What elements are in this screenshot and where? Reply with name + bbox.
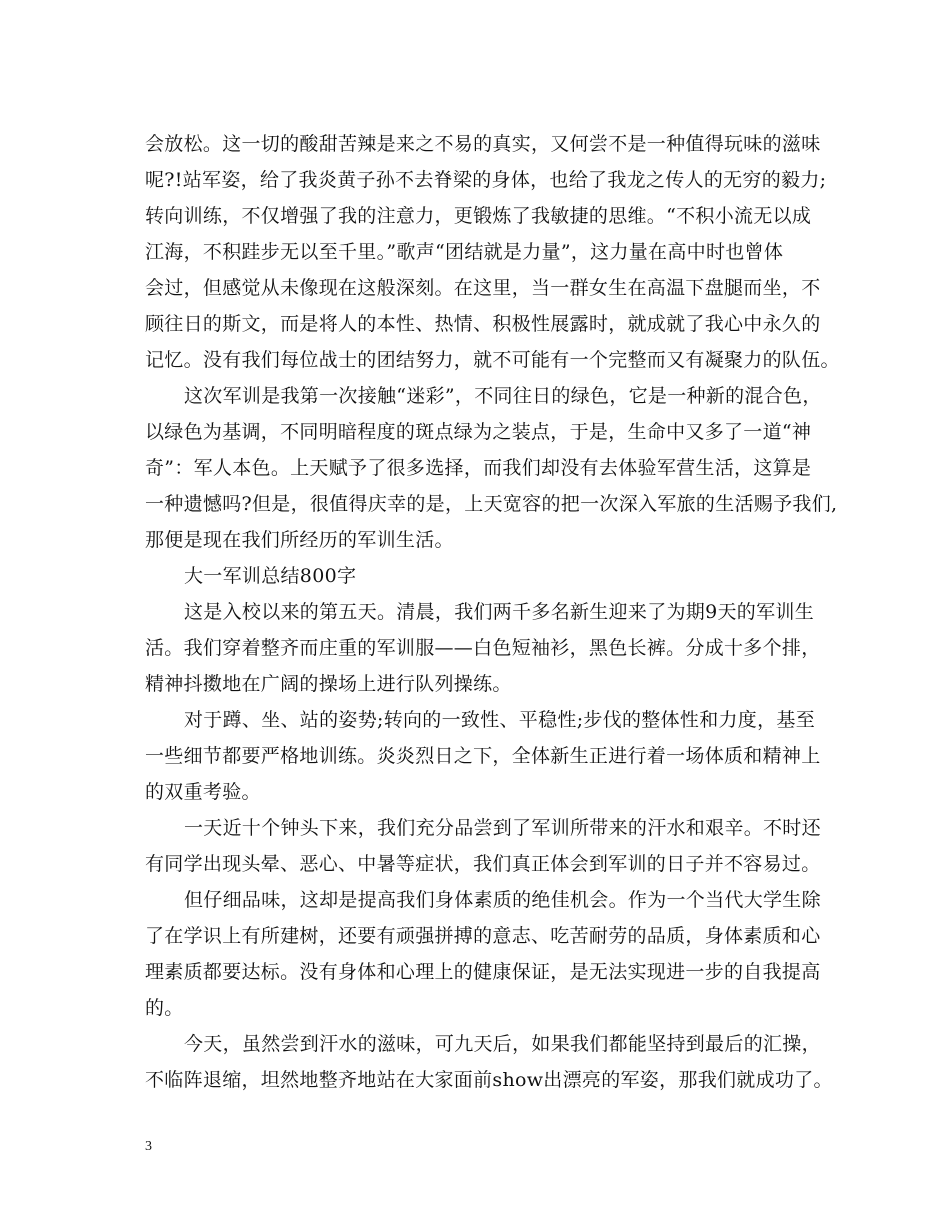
text-line: 活。我们穿着整齐而庄重的军训服——白色短袖衫，黑色长裤。分成十多个排， (145, 637, 821, 659)
text-line: 一些细节都要严格地训练。炎炎烈日之下，全体新生正进行着一场体质和精神上 (145, 745, 821, 767)
text-line: 奇”：军人本色。上天赋予了很多选择，而我们却没有去体验军营生活，这算是 (145, 457, 812, 479)
text-line: 的。 (145, 997, 184, 1019)
text-line: 以绿色为基调，不同明暗程度的斑点绿为之装点，于是，生命中又多了一道“神 (145, 421, 812, 443)
text-line: 转向训练，不仅增强了我的注意力，更锻炼了我敏捷的思维。“不积小流无以成 (145, 205, 812, 227)
paragraph-start-line: 但仔细品味，这却是提高我们身体素质的绝佳机会。作为一个当代大学生除 (184, 889, 821, 911)
paragraph-start-line: 对于蹲、坐、站的姿势;转向的一致性、平稳性;步伐的整体性和力度，基至 (184, 709, 816, 731)
paragraph-start-line: 这次军训是我第一次接触“迷彩”，不同往日的绿色，它是一种新的混合色， (184, 385, 822, 407)
paragraph-start-line: 一天近十个钟头下来，我们充分品尝到了军训所带来的汗水和艰辛。不时还 (184, 817, 821, 839)
text-line: 了在学识上有所建树，还要有顽强拼搏的意志、吃苦耐劳的品质，身体素质和心 (145, 925, 821, 947)
paragraph-start-line: 这是入校以来的第五天。清晨，我们两千多名新生迎来了为期9天的军训生 (184, 601, 814, 623)
text-line: 会过，但感觉从未像现在这般深刻。在这里，当一群女生在高温下盘腿而坐，不 (145, 277, 821, 299)
text-line: 呢?!站军姿，给了我炎黄子孙不去脊梁的身体，也给了我龙之传人的无穷的毅力; (145, 169, 827, 191)
text-line: 一种遗憾吗?但是，很值得庆幸的是，上天宽容的把一次深入军旅的生活赐予我们, (145, 493, 838, 515)
text-line: 顾往日的斯文，而是将人的本性、热情、积极性展露时，就成就了我心中永久的 (145, 313, 821, 335)
text-line: 记忆。没有我们每位战士的团结努力，就不可能有一个完整而又有凝聚力的队伍。 (145, 349, 840, 371)
text-line: 那便是现在我们所经历的军训生活。 (145, 529, 454, 551)
text-line: 理素质都要达标。没有身体和心理上的健康保证，是无法实现进一步的自我提高 (145, 961, 821, 983)
paragraph-start-line: 今天，虽然尝到汗水的滋味，可九天后，如果我们都能坚持到最后的汇操， (184, 1033, 821, 1055)
text-line: 不临阵退缩，坦然地整齐地站在大家面前show出漂亮的军姿，那我们就成功了。 (145, 1069, 833, 1091)
text-line: 的双重考验。 (145, 781, 261, 803)
text-line: 有同学出现头晕、恶心、中暑等症状，我们真正体会到军训的日子并不容易过。 (145, 853, 821, 875)
page-number: 3 (145, 1139, 152, 1154)
section-heading: 大一军训总结800字 (184, 565, 357, 587)
text-line: 会放松。这一切的酸甜苦辣是来之不易的真实，又何尝不是一种值得玩味的滋味 (145, 133, 821, 155)
text-line: 江海，不积跬步无以至千里。”歌声“团结就是力量”，这力量在高中时也曾体 (145, 241, 784, 263)
body-text (145, 126, 840, 1098)
text-line: 精神抖擞地在广阔的操场上进行队列操练。 (145, 673, 512, 695)
